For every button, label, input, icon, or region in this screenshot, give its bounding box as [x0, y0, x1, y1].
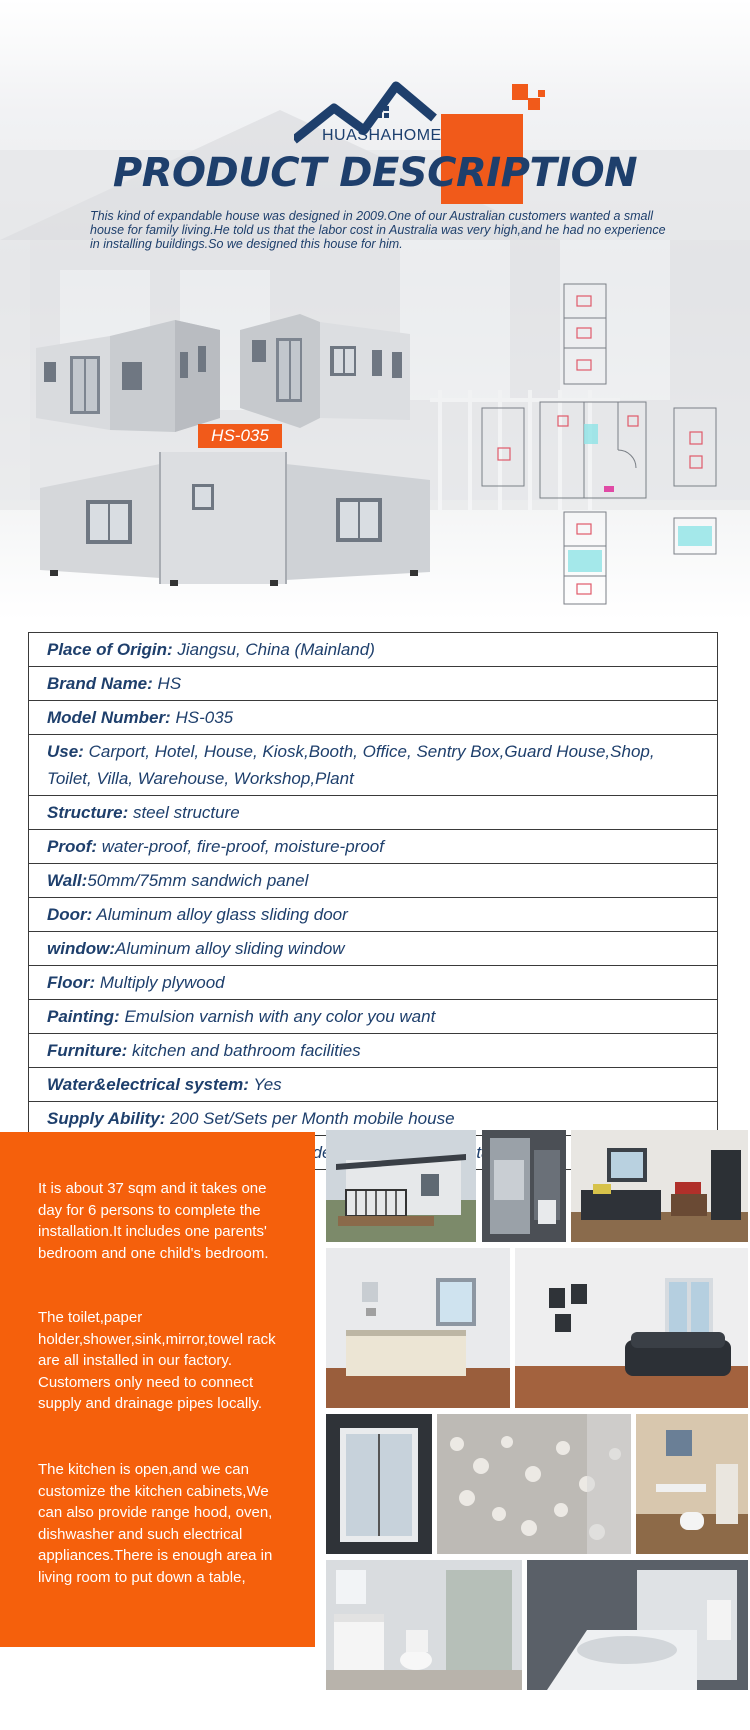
spec-row-window	[29, 932, 718, 966]
spec-value: Carport, Hotel, House, Kiosk,Booth, Office, Sentry Box,Guard House,Shop, Toilet, Villa, Warehouse, Workshop,Plant	[47, 742, 655, 788]
spec-row-use	[29, 735, 718, 796]
spec-value: Aluminum alloy sliding window	[114, 939, 345, 958]
model-badge: HS-035	[198, 424, 282, 448]
photo-kitchen	[326, 1248, 510, 1408]
brand-logo-text	[322, 127, 442, 145]
spec-row-wall	[29, 864, 718, 898]
photo-living-room-sofa	[571, 1130, 748, 1242]
spec-label: Door:	[47, 905, 93, 924]
spec-row-door	[29, 898, 718, 932]
intro-text: This kind of expandable house was designed in 2009.One of our Australian customers wanted a small house for family living.He told us that the labor cost in Australia was very high,and he had no experience in installing buildings.So we designed this house for him.	[90, 209, 666, 251]
spec-label: Structure:	[47, 803, 129, 822]
spec-label: Model Number:	[47, 708, 171, 727]
house-photo-front	[40, 452, 430, 586]
feature-text-size: It is about 37 sqm and it takes one day for 6 persons to complete the installation.It includes one parents' bedroom and one child's bedroom.	[38, 1180, 269, 1262]
logo-brand: HUASHA	[322, 127, 392, 144]
spec-value: Aluminum alloy glass sliding door	[92, 905, 348, 924]
logo-orange-square	[512, 84, 528, 100]
feature-text-bathroom: The toilet,paper holder,shower,sink,mirror,towel rack are all installed in our factory. Customers only need to connect supply and drainage pipes locally.	[38, 1309, 276, 1412]
spec-value: kitchen and bathroom facilities	[127, 1041, 361, 1060]
house-photo-open	[36, 320, 220, 432]
spec-value: loaded	[289, 1143, 341, 1162]
spec-row-structure	[29, 796, 718, 830]
photo-living-room-grey-sofa	[515, 1248, 748, 1408]
photo-bathtub	[527, 1560, 748, 1690]
logo-orange-square	[538, 90, 545, 97]
spec-label: Painting:	[47, 1007, 120, 1026]
specification-table	[28, 632, 718, 1170]
spec-row-floor	[29, 966, 718, 1000]
expandable-house-images	[30, 300, 450, 610]
spec-row-painting	[29, 1000, 718, 1034]
spec-row-model	[29, 701, 718, 735]
house-photo-angle	[240, 314, 410, 428]
spec-value: 50mm/75mm sandwich panel	[87, 871, 309, 890]
spec-label: window:	[47, 939, 115, 958]
spec-value: Yes	[248, 1075, 282, 1094]
spec-value: HS	[152, 674, 182, 693]
photo-bathroom-sink-toilet	[326, 1560, 522, 1690]
spec-label: Water&electrical system:	[47, 1075, 249, 1094]
spec-row-origin	[29, 633, 718, 667]
spec-value: Emulsion varnish with any color you want	[119, 1007, 436, 1026]
spec-label: Place of Origin:	[47, 640, 173, 659]
photo-dining-area	[636, 1414, 748, 1554]
spec-value: Jiangsu, China (Mainland)	[172, 640, 375, 659]
spec-value: HS-035	[170, 708, 234, 727]
spec-row-proof	[29, 830, 718, 864]
spec-label: Proof:	[47, 837, 98, 856]
spec-value: water-proof, fire-proof, moisture-proof	[97, 837, 384, 856]
spec-row-brand	[29, 667, 718, 701]
photo-bathroom-shower	[482, 1130, 566, 1242]
photo-sliding-door	[326, 1414, 432, 1554]
spec-row-water-electrical	[29, 1068, 718, 1102]
floor-plan-drawings	[478, 280, 723, 610]
spec-row-furniture	[29, 1034, 718, 1068]
logo-suffix: HOME	[391, 127, 442, 144]
spec-label: Brand Name:	[47, 674, 153, 693]
spec-label: Wall:	[47, 871, 88, 890]
spec-value: Multiply plywood	[95, 973, 225, 992]
spec-value: 200 Set/Sets per Month mobile house	[165, 1109, 455, 1128]
feature-text-kitchen: The kitchen is open,and we can customize the kitchen cabinets,We can also provide range hood, oven, dishwasher and such electrical appliances.There is enough area in living room to put down a table,	[38, 1461, 273, 1586]
photo-pebble-floor-tile	[437, 1414, 631, 1554]
spec-value: steel structure	[128, 803, 240, 822]
spec-label: Furniture:	[47, 1041, 128, 1060]
logo-orange-square	[528, 98, 540, 110]
spec-label: Use:	[47, 742, 84, 761]
page-title: PRODUCT DESCRIPTION	[112, 150, 638, 196]
spec-label: Supply Ability:	[47, 1109, 166, 1128]
photo-exterior-porch	[326, 1130, 476, 1242]
spec-label: Floor:	[47, 973, 96, 992]
hero-section	[0, 0, 750, 620]
